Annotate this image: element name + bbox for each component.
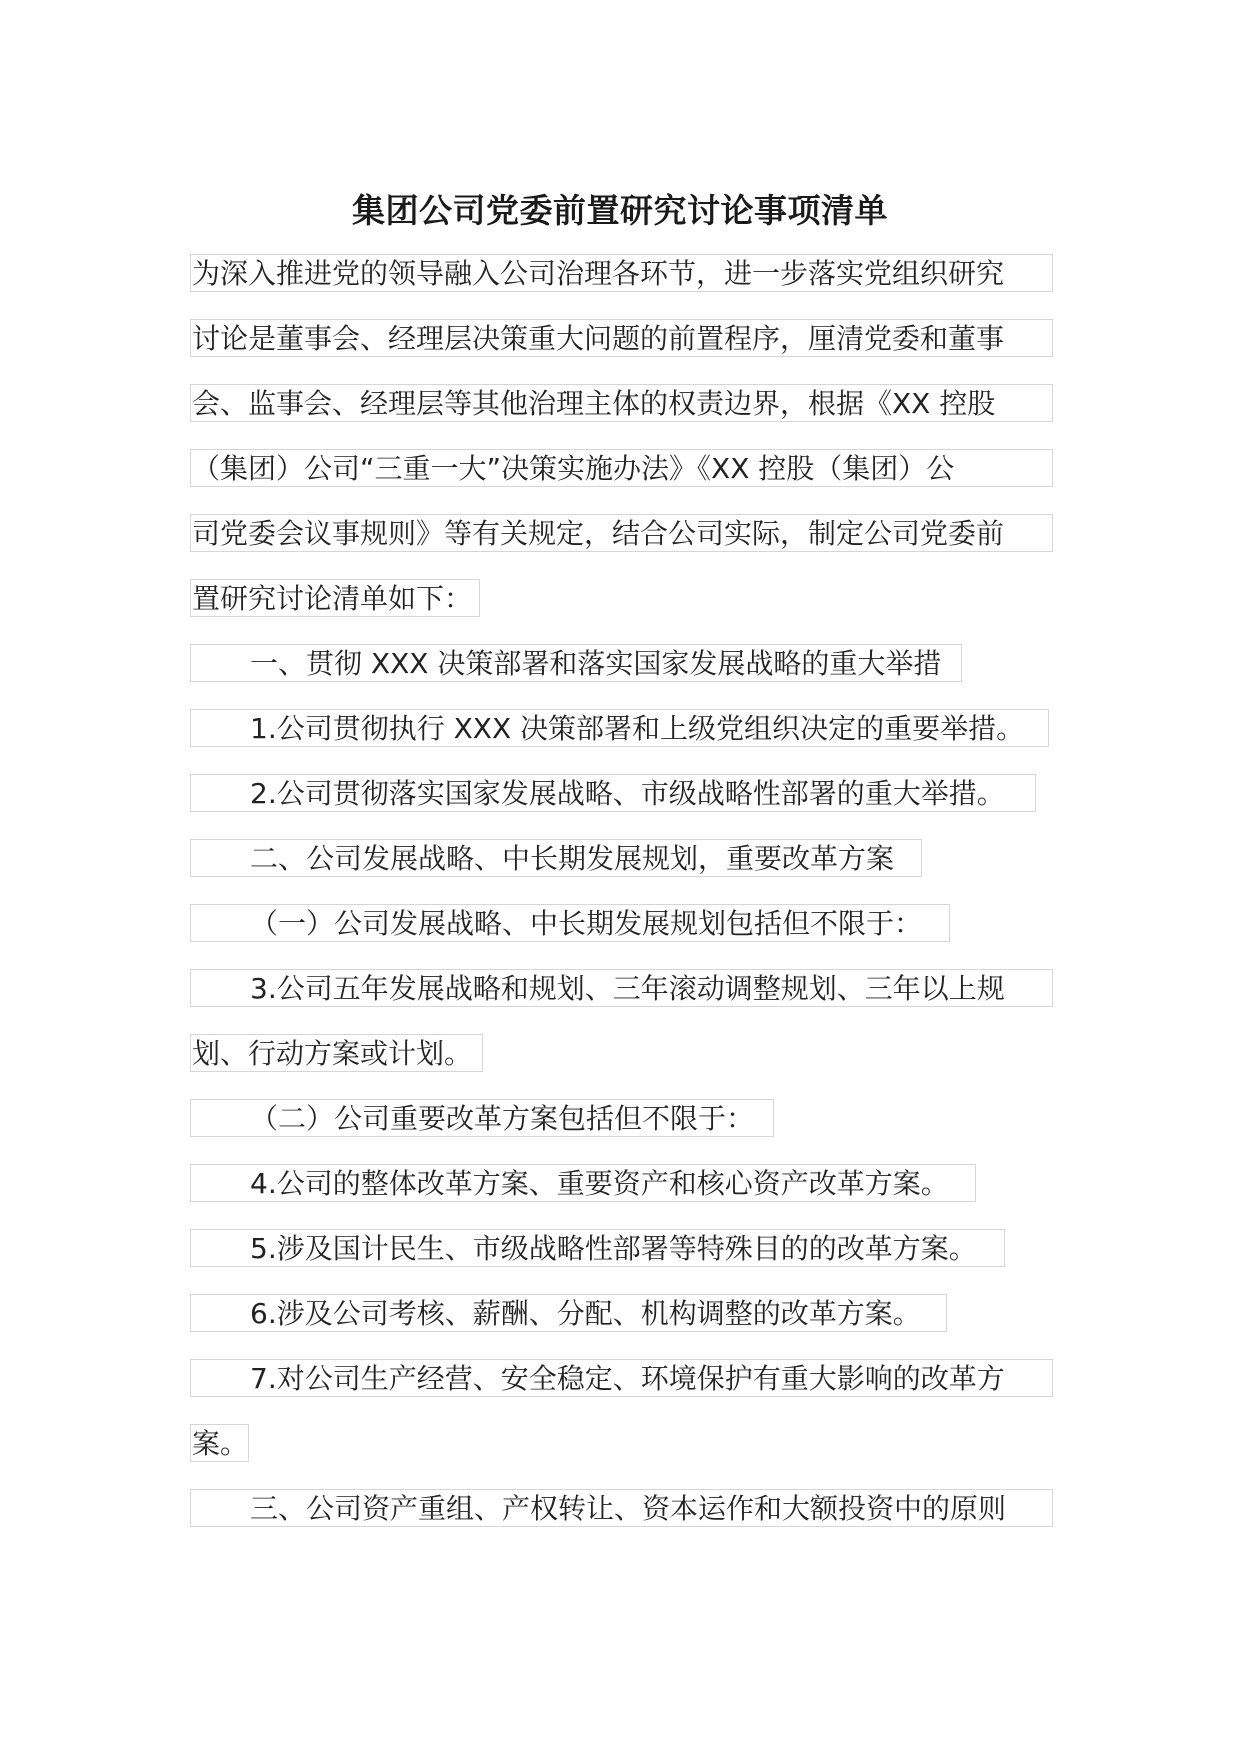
- list-item: 6.涉及公司考核、薪酬、分配、机构调整的改革方案。: [190, 1294, 947, 1332]
- list-item: 4.公司的整体改革方案、重要资产和核心资产改革方案。: [190, 1164, 976, 1202]
- list-item: 3.公司五年发展战略和规划、三年滚动调整规划、三年以上规: [190, 969, 1053, 1007]
- body-line: （集团）公司“三重一大”决策实施办法》《XX 控股（集团）公: [190, 449, 1053, 487]
- body-line: 会、监事会、经理层等其他治理主体的权责边界，根据《XX 控股: [190, 384, 1053, 422]
- subsection-heading: （一）公司发展战略、中长期发展规划包括但不限于：: [190, 904, 950, 942]
- body-line: 置研究讨论清单如下：: [190, 579, 480, 617]
- section-heading: 三、公司资产重组、产权转让、资本运作和大额投资中的原则: [190, 1489, 1053, 1527]
- list-item: 2.公司贯彻落实国家发展战略、市级战略性部署的重大举措。: [190, 774, 1036, 812]
- list-item-continuation: 案。: [190, 1424, 249, 1462]
- list-item: 5.涉及国计民生、市级战略性部署等特殊目的的改革方案。: [190, 1229, 1005, 1267]
- subsection-heading: （二）公司重要改革方案包括但不限于：: [190, 1099, 774, 1137]
- body-line: 为深入推进党的领导融入公司治理各环节，进一步落实党组织研究: [190, 254, 1053, 292]
- body-line: 讨论是董事会、经理层决策重大问题的前置程序，厘清党委和董事: [190, 319, 1053, 357]
- section-heading: 二、公司发展战略、中长期发展规划，重要改革方案: [190, 839, 922, 877]
- list-item: 1.公司贯彻执行 XXX 决策部署和上级党组织决定的重要举措。: [190, 709, 1049, 747]
- document-title: 集团公司党委前置研究讨论事项清单: [352, 191, 888, 230]
- list-item-continuation: 划、行动方案或计划。: [190, 1034, 483, 1072]
- body-line: 司党委会议事规则》等有关规定，结合公司实际，制定公司党委前: [190, 514, 1053, 552]
- section-heading: 一、贯彻 XXX 决策部署和落实国家发展战略的重大举措: [190, 644, 962, 682]
- list-item: 7.对公司生产经营、安全稳定、环境保护有重大影响的改革方: [190, 1359, 1053, 1397]
